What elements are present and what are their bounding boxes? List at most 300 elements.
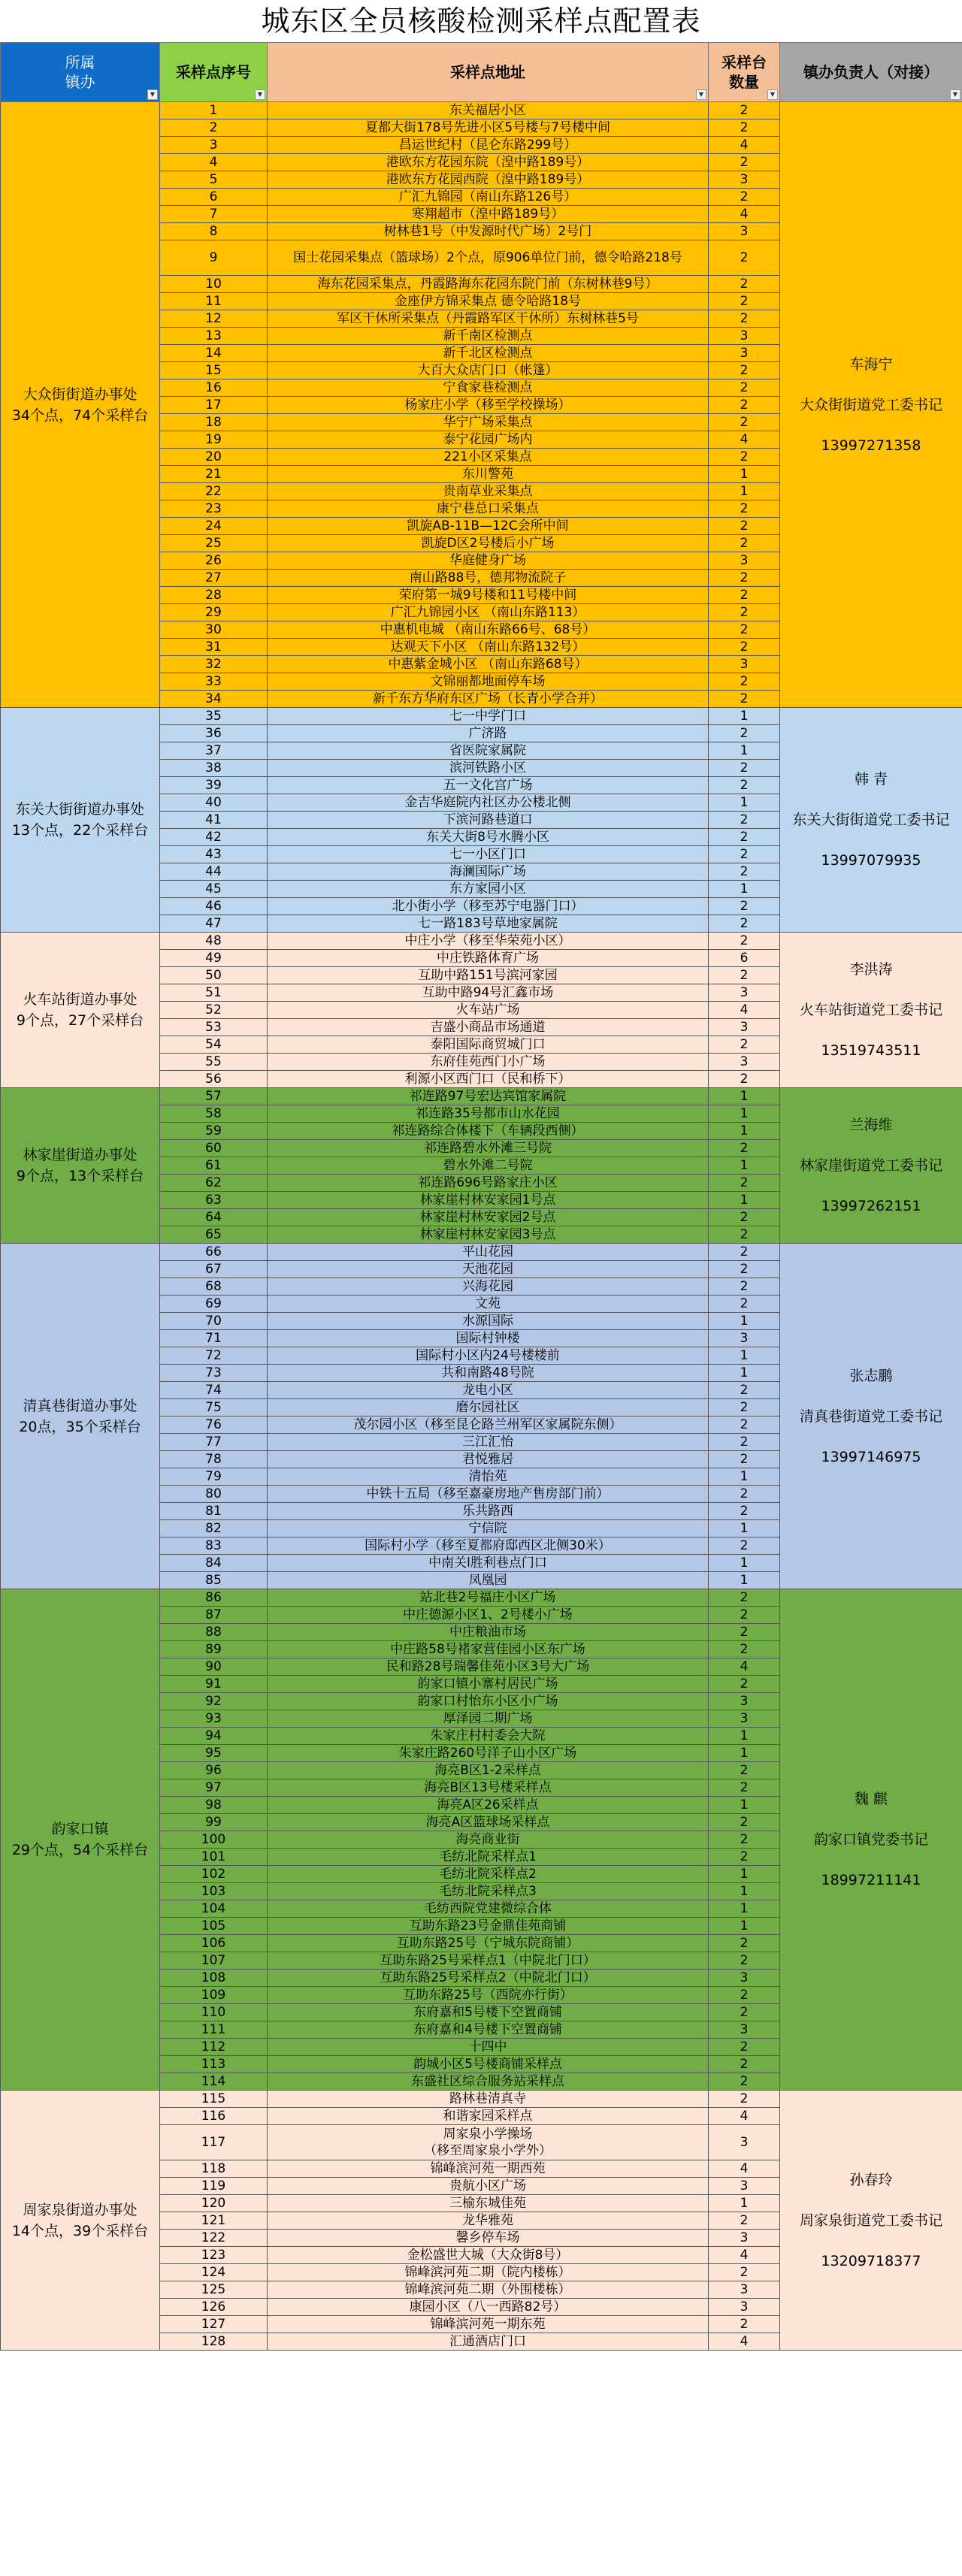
seq-cell[interactable]: 108 [160,1970,268,1987]
address-cell[interactable]: 清怡苑 [268,1468,709,1486]
address-cell[interactable]: 泰宁花园广场内 [268,431,709,449]
count-cell[interactable]: 4 [709,431,780,449]
count-cell[interactable]: 2 [709,2212,780,2230]
count-cell[interactable]: 3 [709,2125,780,2160]
seq-cell[interactable]: 110 [160,2004,268,2021]
seq-cell[interactable]: 44 [160,863,268,881]
address-cell[interactable]: 达观天下小区 （南山东路132号） [268,639,709,656]
count-cell[interactable]: 1 [709,2195,780,2212]
seq-cell[interactable]: 23 [160,500,268,518]
address-cell[interactable]: 三江汇怡 [268,1434,709,1451]
count-cell[interactable]: 3 [709,1054,780,1071]
count-cell[interactable]: 1 [709,1192,780,1209]
seq-cell[interactable]: 10 [160,276,268,293]
address-cell[interactable]: 中铁十五局（移至嘉豪房地产售房部门前） [268,1486,709,1503]
seq-cell[interactable]: 22 [160,483,268,500]
address-cell[interactable]: 兴海花园 [268,1278,709,1296]
seq-cell[interactable]: 73 [160,1365,268,1382]
address-cell[interactable]: 凯旋AB-11B—12C会所中间 [268,518,709,535]
count-cell[interactable]: 2 [709,2091,780,2108]
address-cell[interactable]: 锦峰滨河苑一期西苑 [268,2160,709,2178]
address-cell[interactable]: 碧水外滩二号院 [268,1157,709,1175]
count-cell[interactable]: 2 [709,414,780,431]
address-cell[interactable]: 民和路28号瑞馨佳苑小区3号大广场 [268,1658,709,1676]
address-cell[interactable]: 国士花园采集点（篮球场）2个点，原906单位门前，德令哈路218号 [268,240,709,276]
count-cell[interactable]: 4 [709,206,780,223]
seq-cell[interactable]: 120 [160,2195,268,2212]
count-cell[interactable]: 1 [709,1883,780,1900]
count-cell[interactable]: 2 [709,1296,780,1313]
address-cell[interactable]: 朱家庄村村委会大院 [268,1728,709,1745]
column-header-town[interactable] [1,43,160,102]
count-cell[interactable]: 2 [709,1935,780,1952]
filter-dropdown-icon[interactable]: ▼ [696,89,706,100]
count-cell[interactable]: 2 [709,1607,780,1624]
count-cell[interactable]: 2 [709,1140,780,1157]
address-cell[interactable]: 省医院家属院 [268,742,709,760]
address-cell[interactable]: 中南关l胜利巷点门口 [268,1555,709,1572]
address-cell[interactable]: 韵城小区5号楼商铺采样点 [268,2056,709,2073]
count-cell[interactable]: 2 [709,102,780,119]
address-cell[interactable]: 中庄粮油市场 [268,1624,709,1641]
address-cell[interactable]: 东府嘉和5号楼下空置商铺 [268,2004,709,2021]
count-cell[interactable]: 2 [709,760,780,777]
seq-cell[interactable]: 62 [160,1175,268,1192]
count-cell[interactable]: 1 [709,1347,780,1365]
town-cell[interactable]: 韵家口镇 29个点，54个采样台 [1,1589,160,2091]
count-cell[interactable]: 1 [709,1728,780,1745]
count-cell[interactable]: 2 [709,1451,780,1468]
address-cell[interactable]: 贵南草业采集点 [268,483,709,500]
seq-cell[interactable]: 42 [160,829,268,846]
address-cell[interactable]: 凤凰园 [268,1572,709,1589]
count-cell[interactable]: 1 [709,708,780,725]
count-cell[interactable]: 2 [709,2056,780,2073]
count-cell[interactable]: 1 [709,1572,780,1589]
address-cell[interactable]: 祁连路综合体楼下（车辆段西侧） [268,1123,709,1140]
count-cell[interactable]: 2 [709,240,780,276]
address-cell[interactable]: 新千东方华府东区广场（长青小学合并） [268,691,709,708]
count-cell[interactable]: 3 [709,345,780,362]
seq-cell[interactable]: 36 [160,725,268,742]
seq-cell[interactable]: 88 [160,1624,268,1641]
count-cell[interactable]: 2 [709,189,780,206]
seq-cell[interactable]: 20 [160,449,268,466]
address-cell[interactable]: 宁食家巷检测点 [268,379,709,397]
address-cell[interactable]: 厚泽园二期广场 [268,1710,709,1728]
address-cell[interactable]: 新千北区检测点 [268,345,709,362]
seq-cell[interactable]: 12 [160,310,268,328]
seq-cell[interactable]: 4 [160,154,268,171]
address-cell[interactable]: 下滨河路巷道口 [268,812,709,829]
seq-cell[interactable]: 67 [160,1261,268,1278]
seq-cell[interactable]: 112 [160,2039,268,2056]
address-cell[interactable]: 龙华雅苑 [268,2212,709,2230]
seq-cell[interactable]: 114 [160,2073,268,2091]
address-cell[interactable]: 金座伊方锦采集点 德令哈路18号 [268,293,709,310]
seq-cell[interactable]: 104 [160,1900,268,1918]
seq-cell[interactable]: 74 [160,1382,268,1399]
seq-cell[interactable]: 27 [160,570,268,587]
seq-cell[interactable]: 69 [160,1296,268,1313]
seq-cell[interactable]: 97 [160,1779,268,1797]
address-cell[interactable]: 康园小区（八一西路82号） [268,2299,709,2316]
count-cell[interactable]: 2 [709,2264,780,2281]
address-cell[interactable]: 海东花园采集点，丹霞路海东花园东院门前（东树林巷9号） [268,276,709,293]
seq-cell[interactable]: 50 [160,967,268,984]
address-cell[interactable]: 共和南路48号院 [268,1365,709,1382]
address-cell[interactable]: 站北巷2号福庄小区广场 [268,1589,709,1607]
town-cell[interactable]: 周家泉街道办事处 14个点，39个采样台 [1,2091,160,2351]
address-cell[interactable]: 七一中学门口 [268,708,709,725]
count-cell[interactable]: 2 [709,1641,780,1658]
seq-cell[interactable]: 58 [160,1105,268,1123]
seq-cell[interactable]: 11 [160,293,268,310]
address-cell[interactable]: 海澜国际广场 [268,863,709,881]
count-cell[interactable]: 3 [709,223,780,240]
seq-cell[interactable]: 17 [160,397,268,414]
count-cell[interactable]: 2 [709,1399,780,1416]
address-cell[interactable]: 锦峰滨河苑一期东苑 [268,2316,709,2333]
address-cell[interactable]: 七一路183号草地家属院 [268,915,709,933]
address-cell[interactable]: 五一文化宫广场 [268,777,709,794]
address-cell[interactable]: 东盛社区综合服务站采样点 [268,2073,709,2091]
address-cell[interactable]: 祁连路696号路家庄小区 [268,1175,709,1192]
address-cell[interactable]: 东川警苑 [268,466,709,483]
seq-cell[interactable]: 115 [160,2091,268,2108]
count-cell[interactable]: 1 [709,1745,780,1762]
count-cell[interactable]: 2 [709,673,780,691]
address-cell[interactable]: 荣府第一城9号楼和11号楼中间 [268,587,709,604]
town-cell[interactable]: 大众街街道办事处 34个点，74个采样台 [1,102,160,708]
count-cell[interactable]: 3 [709,1710,780,1728]
count-cell[interactable]: 2 [709,1486,780,1503]
seq-cell[interactable]: 28 [160,587,268,604]
count-cell[interactable]: 4 [709,1658,780,1676]
address-cell[interactable]: 中庄小学（移至华荣苑小区） [268,933,709,950]
count-cell[interactable]: 2 [709,2004,780,2021]
count-cell[interactable]: 2 [709,1434,780,1451]
count-cell[interactable]: 2 [709,1226,780,1244]
count-cell[interactable]: 1 [709,1918,780,1935]
address-cell[interactable]: 林家崖村林安家园2号点 [268,1209,709,1226]
seq-cell[interactable]: 70 [160,1313,268,1330]
count-cell[interactable]: 2 [709,621,780,639]
seq-cell[interactable]: 122 [160,2230,268,2247]
address-cell[interactable]: 军区干休所采集点（丹霞路军区干休所）东树林巷5号 [268,310,709,328]
address-cell[interactable]: 林家崖村林安家园3号点 [268,1226,709,1244]
address-cell[interactable]: 康宁巷总口采集点 [268,500,709,518]
seq-cell[interactable]: 38 [160,760,268,777]
address-cell[interactable]: 祁连路97号宏达宾馆家属院 [268,1088,709,1105]
count-cell[interactable]: 2 [709,1071,780,1088]
seq-cell[interactable]: 71 [160,1330,268,1347]
seq-cell[interactable]: 79 [160,1468,268,1486]
seq-cell[interactable]: 1 [160,102,268,119]
count-cell[interactable]: 1 [709,1520,780,1537]
count-cell[interactable]: 2 [709,1779,780,1797]
address-cell[interactable]: 贵航小区广场 [268,2178,709,2195]
count-cell[interactable]: 1 [709,1123,780,1140]
seq-cell[interactable]: 94 [160,1728,268,1745]
seq-cell[interactable]: 55 [160,1054,268,1071]
address-cell[interactable]: 中庄路58号褚家营佳园小区东广场 [268,1641,709,1658]
count-cell[interactable]: 6 [709,950,780,967]
address-cell[interactable]: 海亮B区13号楼采样点 [268,1779,709,1797]
address-cell[interactable]: 海亮商业街 [268,1831,709,1849]
count-cell[interactable]: 4 [709,2247,780,2264]
address-cell[interactable]: 互助东路25号采样点1（中院北门口） [268,1952,709,1970]
address-cell[interactable]: 乐共路西 [268,1503,709,1520]
count-cell[interactable]: 3 [709,1970,780,1987]
address-cell[interactable]: 南山路88号，德邦物流院子 [268,570,709,587]
count-cell[interactable]: 2 [709,119,780,137]
address-cell[interactable]: 互助中路94号汇鑫市场 [268,984,709,1002]
seq-cell[interactable]: 66 [160,1244,268,1261]
seq-cell[interactable]: 119 [160,2178,268,2195]
address-cell[interactable]: 港欧东方花园西院（湟中路189号） [268,171,709,189]
seq-cell[interactable]: 25 [160,535,268,552]
seq-cell[interactable]: 31 [160,639,268,656]
address-cell[interactable]: 金松盛世大城（大众街8号） [268,2247,709,2264]
address-cell[interactable]: 华宁广场采集点 [268,414,709,431]
seq-cell[interactable]: 26 [160,552,268,570]
address-cell[interactable]: 文苑 [268,1296,709,1313]
seq-cell[interactable]: 89 [160,1641,268,1658]
count-cell[interactable]: 1 [709,1900,780,1918]
count-cell[interactable]: 2 [709,1537,780,1555]
address-cell[interactable]: 东府佳苑西门小广场 [268,1054,709,1071]
address-cell[interactable]: 夏都大街178号先进小区5号楼与7号楼中间 [268,119,709,137]
seq-cell[interactable]: 65 [160,1226,268,1244]
address-cell[interactable]: 祁连路碧水外滩三号院 [268,1140,709,1157]
seq-cell[interactable]: 8 [160,223,268,240]
seq-cell[interactable]: 64 [160,1209,268,1226]
count-cell[interactable]: 2 [709,449,780,466]
address-cell[interactable]: 锦峰滨河苑二期（外围楼栋） [268,2281,709,2299]
seq-cell[interactable]: 30 [160,621,268,639]
count-cell[interactable]: 2 [709,518,780,535]
seq-cell[interactable]: 95 [160,1745,268,1762]
address-cell[interactable]: 韵家口镇小寨村居民广场 [268,1676,709,1693]
address-cell[interactable]: 互助中路151号滨河家园 [268,967,709,984]
seq-cell[interactable]: 96 [160,1762,268,1779]
address-cell[interactable]: 广济路 [268,725,709,742]
address-cell[interactable]: 中惠紫金城小区 （南山东路68号） [268,656,709,673]
seq-cell[interactable]: 86 [160,1589,268,1607]
count-cell[interactable]: 2 [709,1416,780,1434]
seq-cell[interactable]: 98 [160,1797,268,1814]
seq-cell[interactable]: 16 [160,379,268,397]
seq-cell[interactable]: 18 [160,414,268,431]
count-cell[interactable]: 1 [709,1365,780,1382]
seq-cell[interactable]: 9 [160,240,268,276]
count-cell[interactable]: 2 [709,639,780,656]
seq-cell[interactable]: 127 [160,2316,268,2333]
seq-cell[interactable]: 121 [160,2212,268,2230]
address-cell[interactable]: 林家崖村林安家园1号点 [268,1192,709,1209]
seq-cell[interactable]: 77 [160,1434,268,1451]
seq-cell[interactable]: 102 [160,1866,268,1883]
count-cell[interactable]: 2 [709,362,780,379]
count-cell[interactable]: 1 [709,794,780,812]
address-cell[interactable]: 祁连路35号都市山水花园 [268,1105,709,1123]
seq-cell[interactable]: 35 [160,708,268,725]
address-cell[interactable]: 路林巷清真寺 [268,2091,709,2108]
address-cell[interactable]: 水源国际 [268,1313,709,1330]
leader-cell[interactable] [780,1088,962,1244]
count-cell[interactable]: 2 [709,310,780,328]
seq-cell[interactable]: 92 [160,1693,268,1710]
address-cell[interactable]: 中惠机电城 （南山东路66号、68号） [268,621,709,639]
count-cell[interactable]: 1 [709,466,780,483]
count-cell[interactable]: 2 [709,1762,780,1779]
count-cell[interactable]: 2 [709,604,780,621]
filter-dropdown-icon[interactable]: ▼ [767,89,778,100]
count-cell[interactable]: 3 [709,171,780,189]
address-cell[interactable]: 新千南区检测点 [268,328,709,345]
count-cell[interactable]: 2 [709,1382,780,1399]
address-cell[interactable]: 汇通酒店门口 [268,2333,709,2351]
address-cell[interactable]: 东方家园小区 [268,881,709,898]
seq-cell[interactable]: 82 [160,1520,268,1537]
town-cell[interactable]: 火车站街道办事处 9个点，27个采样台 [1,933,160,1088]
seq-cell[interactable]: 52 [160,1002,268,1019]
count-cell[interactable]: 2 [709,2073,780,2091]
count-cell[interactable]: 3 [709,328,780,345]
count-cell[interactable]: 1 [709,1797,780,1814]
seq-cell[interactable]: 123 [160,2247,268,2264]
seq-cell[interactable]: 29 [160,604,268,621]
count-cell[interactable]: 4 [709,137,780,154]
seq-cell[interactable]: 5 [160,171,268,189]
count-cell[interactable]: 1 [709,1157,780,1175]
address-cell[interactable]: 中庄德源小区1、2号楼小广场 [268,1607,709,1624]
seq-cell[interactable]: 37 [160,742,268,760]
address-cell[interactable]: 大百大众店门口（帐篷） [268,362,709,379]
address-cell[interactable]: 吉盛小商品市场通道 [268,1019,709,1036]
seq-cell[interactable]: 59 [160,1123,268,1140]
address-cell[interactable]: 龙电小区 [268,1382,709,1399]
leader-cell[interactable] [780,2091,962,2351]
address-cell[interactable]: 海亮A区26采样点 [268,1797,709,1814]
address-cell[interactable]: 朱家庄路260号洋子山小区广场 [268,1745,709,1762]
seq-cell[interactable]: 6 [160,189,268,206]
seq-cell[interactable]: 63 [160,1192,268,1209]
address-cell[interactable]: 平山花园 [268,1244,709,1261]
address-cell[interactable]: 港欧东方花园东院（湟中路189号） [268,154,709,171]
count-cell[interactable]: 2 [709,829,780,846]
seq-cell[interactable]: 72 [160,1347,268,1365]
count-cell[interactable]: 3 [709,2021,780,2039]
seq-cell[interactable]: 113 [160,2056,268,2073]
count-cell[interactable]: 4 [709,2160,780,2178]
seq-cell[interactable]: 103 [160,1883,268,1900]
seq-cell[interactable]: 45 [160,881,268,898]
seq-cell[interactable]: 85 [160,1572,268,1589]
seq-cell[interactable]: 32 [160,656,268,673]
address-cell[interactable]: 昌运世纪村（昆仑东路299号） [268,137,709,154]
count-cell[interactable]: 2 [709,1987,780,2004]
seq-cell[interactable]: 78 [160,1451,268,1468]
address-cell[interactable]: 天池花园 [268,1261,709,1278]
seq-cell[interactable]: 13 [160,328,268,345]
count-cell[interactable]: 4 [709,2108,780,2125]
address-cell[interactable]: 十四中 [268,2039,709,2056]
count-cell[interactable]: 2 [709,915,780,933]
address-cell[interactable]: 互助东路23号金鼎佳苑商铺 [268,1918,709,1935]
seq-cell[interactable]: 33 [160,673,268,691]
address-cell[interactable]: 北小街小学（移至苏宁电器门口） [268,898,709,915]
column-header-address[interactable] [268,43,709,102]
address-cell[interactable]: 利源小区西门口（民和桥下） [268,1071,709,1088]
count-cell[interactable]: 1 [709,1313,780,1330]
address-cell[interactable]: 韵家口村怡东小区小广场 [268,1693,709,1710]
seq-cell[interactable]: 34 [160,691,268,708]
seq-cell[interactable]: 39 [160,777,268,794]
count-cell[interactable]: 3 [709,2299,780,2316]
address-cell[interactable]: 和谐家园采样点 [268,2108,709,2125]
leader-cell[interactable] [780,933,962,1088]
seq-cell[interactable]: 81 [160,1503,268,1520]
seq-cell[interactable]: 24 [160,518,268,535]
count-cell[interactable]: 2 [709,967,780,984]
seq-cell[interactable]: 14 [160,345,268,362]
address-cell[interactable]: 华庭健身广场 [268,552,709,570]
seq-cell[interactable]: 61 [160,1157,268,1175]
seq-cell[interactable]: 80 [160,1486,268,1503]
seq-cell[interactable]: 54 [160,1036,268,1054]
seq-cell[interactable]: 109 [160,1987,268,2004]
seq-cell[interactable]: 15 [160,362,268,379]
address-cell[interactable]: 国际村小区内24号楼楼前 [268,1347,709,1365]
address-cell[interactable]: 火车站广场 [268,1002,709,1019]
town-cell[interactable]: 清真巷街道办事处 20点，35个采样台 [1,1244,160,1589]
count-cell[interactable]: 2 [709,587,780,604]
column-header-leader[interactable] [780,43,962,102]
seq-cell[interactable]: 60 [160,1140,268,1157]
count-cell[interactable]: 2 [709,570,780,587]
seq-cell[interactable]: 99 [160,1814,268,1831]
count-cell[interactable]: 3 [709,1693,780,1710]
filter-dropdown-icon[interactable]: ▼ [950,89,960,100]
seq-cell[interactable]: 56 [160,1071,268,1088]
count-cell[interactable]: 2 [709,725,780,742]
count-cell[interactable]: 2 [709,898,780,915]
seq-cell[interactable]: 118 [160,2160,268,2178]
address-cell[interactable]: 中庄铁路体育广场 [268,950,709,967]
town-cell[interactable]: 东关大街街道办事处 13个点，22个采样台 [1,708,160,933]
seq-cell[interactable]: 76 [160,1416,268,1434]
address-cell[interactable]: 互助东路25号采样点2（中院北门口） [268,1970,709,1987]
seq-cell[interactable]: 90 [160,1658,268,1676]
address-cell[interactable]: 周家泉小学操场 （移至周家泉小学外） [268,2125,709,2160]
address-cell[interactable]: 国际村小学（移至夏都府邸西区北侧30米） [268,1537,709,1555]
count-cell[interactable]: 1 [709,1468,780,1486]
count-cell[interactable]: 2 [709,691,780,708]
count-cell[interactable]: 2 [709,500,780,518]
count-cell[interactable]: 2 [709,933,780,950]
count-cell[interactable]: 1 [709,1555,780,1572]
seq-cell[interactable]: 47 [160,915,268,933]
count-cell[interactable]: 3 [709,2230,780,2247]
leader-cell[interactable] [780,102,962,708]
seq-cell[interactable]: 125 [160,2281,268,2299]
count-cell[interactable]: 2 [709,1952,780,1970]
seq-cell[interactable]: 48 [160,933,268,950]
address-cell[interactable]: 宁信院 [268,1520,709,1537]
count-cell[interactable]: 3 [709,2281,780,2299]
